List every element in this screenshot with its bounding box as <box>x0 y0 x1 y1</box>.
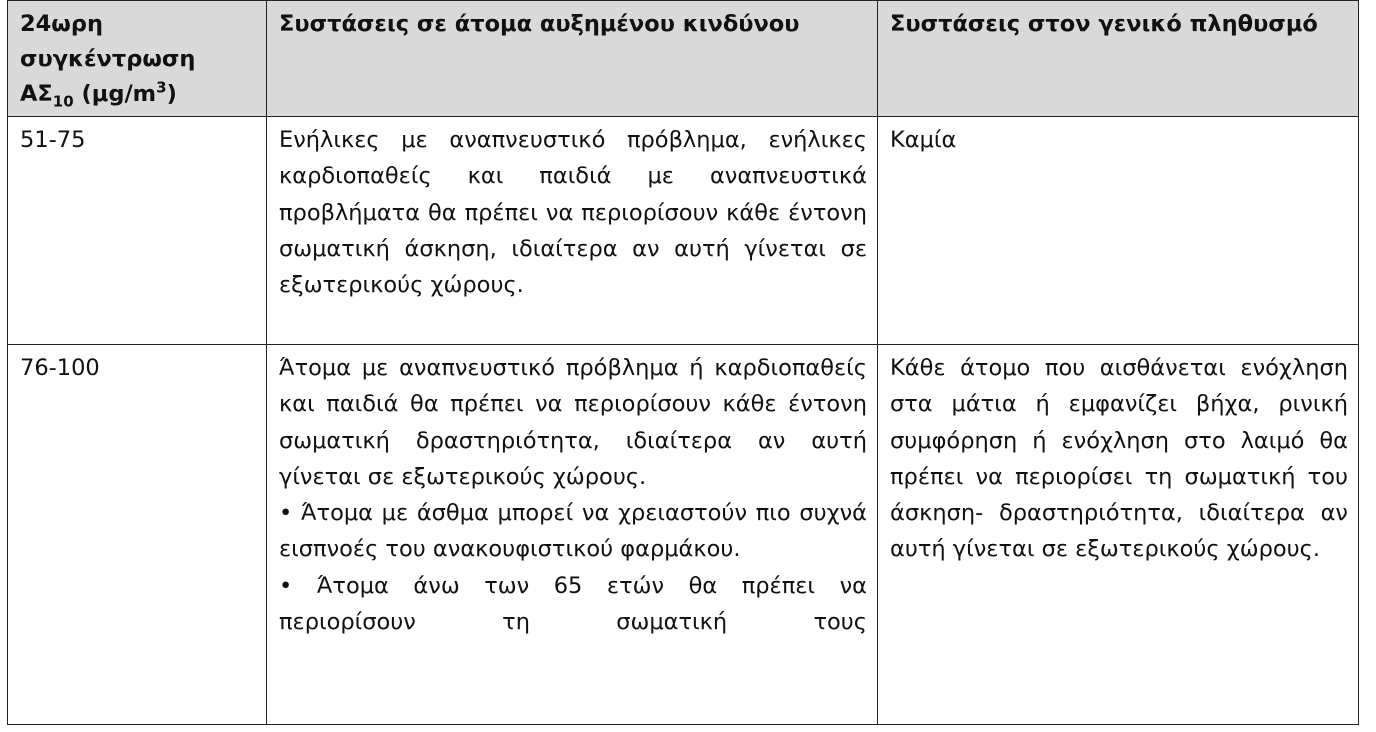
header-concentration <box>8 1 267 117</box>
general-population-cell: Καμία <box>878 117 1359 345</box>
table-header-row <box>8 1 1359 117</box>
general-population-text: Κάθε άτομο που αισθάνεται ενόχληση στα μάτια ή εμφανίζει βήχα, ρινική συμφόρηση ή ενόχληση στο λαιμό θα πρέπει να περιορίσει τη σωματική του άσκηση- δραστηριότητα, ιδιαίτερα αν αυτή γίνεται σε εξωτερικούς χώρους. <box>890 355 1348 563</box>
risk-groups-cell <box>267 117 878 345</box>
risk-groups-bullet-elderly: • Άτομα άνω των 65 ετών θα πρέπει να περιορίσουν τη σωματική τους <box>279 572 867 636</box>
header-concentration-subscript: 10 <box>52 92 74 111</box>
header-concentration-prefix: ΑΣ <box>20 81 53 107</box>
table-row <box>8 117 1359 345</box>
header-concentration-superscript: 3 <box>156 78 167 97</box>
risk-groups-cell <box>267 345 878 725</box>
header-concentration-unit-a: (μg/m <box>73 81 157 107</box>
header-concentration-unit-b: ) <box>166 81 177 107</box>
risk-groups-paragraph: Άτομα με αναπνευστικό πρόβλημα ή καρδιοπαθείς και παιδιά θα πρέπει να περιορίσουν κάθε έντονη σωματική δραστηριότητα, ιδιαίτερα αν αυτή γίνεται σε εξωτερικούς χώρους. <box>279 355 867 490</box>
header-general-population: Συστάσεις στον γενικό πληθυσμό <box>878 1 1359 117</box>
general-population-cell <box>878 345 1359 725</box>
risk-groups-text: Ενήλικες με αναπνευστικό πρόβλημα, ενήλικες καρδιοπαθείς και παιδιά με αναπνευστικά προβλήματα θα πρέπει να περιορίσουν κάθε έντονη σωματική άσκηση, ιδιαίτερα αν αυτή γίνεται σε εξωτερικούς χώρους. <box>279 127 867 299</box>
header-risk-groups: Συστάσεις σε άτομα αυξημένου κινδύνου <box>267 1 878 117</box>
range-cell: 51-75 <box>8 117 267 345</box>
recommendations-table <box>7 0 1359 725</box>
table-row <box>8 345 1359 725</box>
risk-groups-bullet-asthma: • Άτομα με άσθμα μπορεί να χρειαστούν πιο συχνά εισπνοές του ανακουφιστικού φαρμάκου. <box>279 500 867 563</box>
range-cell: 76-100 <box>8 345 267 725</box>
risk-groups-content <box>279 350 867 715</box>
header-concentration-line2: συγκέντρωση <box>20 46 196 72</box>
header-concentration-line1: 24ωρη <box>20 11 103 37</box>
